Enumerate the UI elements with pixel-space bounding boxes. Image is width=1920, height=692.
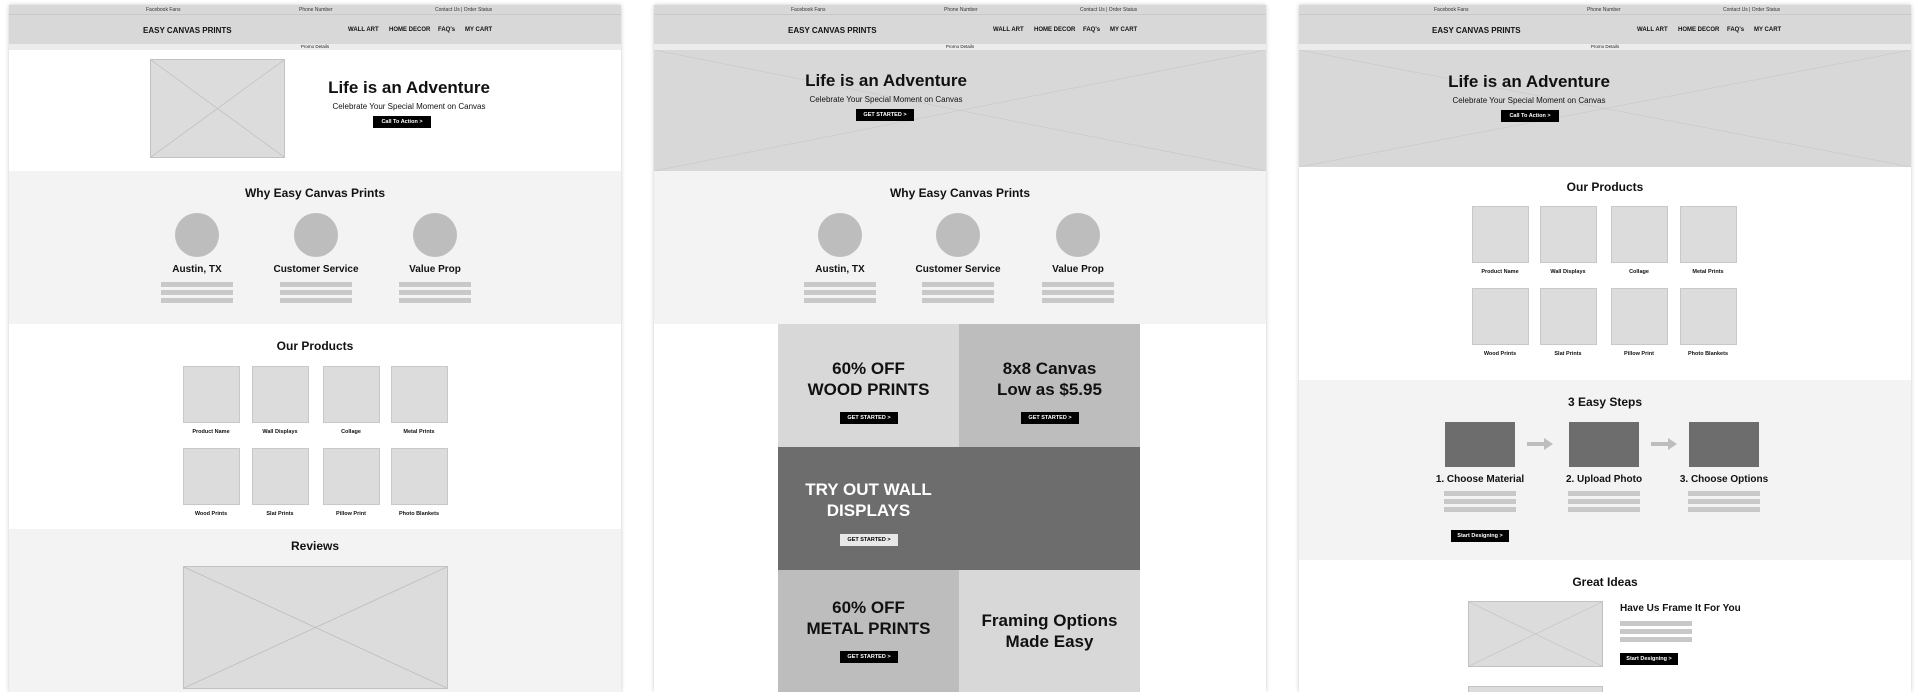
step-2-image xyxy=(1569,422,1639,467)
why-icon-3 xyxy=(413,213,457,257)
product-caption: Photo Blankets xyxy=(398,511,440,517)
why-col-2-title: Customer Service xyxy=(915,264,1001,275)
text-line xyxy=(161,298,233,303)
product-caption: Slat Prints xyxy=(1554,351,1582,357)
main-nav xyxy=(9,14,621,45)
text-line xyxy=(922,282,994,287)
text-line xyxy=(804,298,876,303)
text-line xyxy=(1620,621,1692,626)
ideas-title: Great Ideas xyxy=(1572,575,1638,589)
text-line xyxy=(1042,290,1114,295)
contact-link[interactable]: Contact Us | Order Status xyxy=(1080,7,1138,13)
nav-faqs[interactable]: FAQ's xyxy=(438,27,456,33)
text-line xyxy=(1568,499,1640,504)
hero-subtitle: Celebrate Your Special Moment on Canvas xyxy=(1452,96,1606,105)
why-col-3-title: Value Prop xyxy=(409,264,461,275)
wireframe-1 xyxy=(9,5,621,692)
promo-get-started-button[interactable]: GET STARTED > xyxy=(840,534,898,546)
nav-my-cart[interactable]: MY CART xyxy=(1110,27,1138,33)
product-thumb[interactable] xyxy=(252,366,309,423)
idea-image-placeholder-2 xyxy=(1468,686,1603,692)
hero-title: Life is an Adventure xyxy=(328,78,490,97)
product-thumb[interactable] xyxy=(1540,206,1597,263)
hero-title: Life is an Adventure xyxy=(1448,72,1610,91)
text-line xyxy=(280,290,352,295)
hero-section xyxy=(1299,50,1911,167)
wireframe-3 xyxy=(1299,5,1911,692)
phone-number: Phone Number xyxy=(299,7,333,13)
nav-my-cart[interactable]: MY CART xyxy=(1754,27,1782,33)
steps-title: 3 Easy Steps xyxy=(1567,395,1643,409)
product-thumb[interactable] xyxy=(183,448,240,505)
product-thumb[interactable] xyxy=(252,448,309,505)
contact-link[interactable]: Contact Us | Order Status xyxy=(1723,7,1781,13)
facebook-link[interactable]: Facebook Fans xyxy=(146,7,181,13)
product-caption: Pillow Print xyxy=(1624,351,1654,357)
facebook-link[interactable]: Facebook Fans xyxy=(1434,7,1469,13)
nav-faqs[interactable]: FAQ's xyxy=(1083,27,1101,33)
product-caption: Wall Displays xyxy=(1550,269,1586,275)
product-thumb[interactable] xyxy=(1611,288,1668,345)
nav-wall-art[interactable]: WALL ART xyxy=(1637,27,1668,33)
text-line xyxy=(1688,507,1760,512)
text-line xyxy=(1042,282,1114,287)
reviews-title: Reviews xyxy=(290,539,340,553)
promo-get-started-button[interactable]: GET STARTED > xyxy=(840,412,898,424)
hero-image-placeholder xyxy=(654,50,1266,171)
product-thumb[interactable] xyxy=(391,366,448,423)
promo-bar: Promo Details xyxy=(1299,44,1911,50)
product-caption: Photo Blankets xyxy=(1687,351,1729,357)
product-caption: Wood Prints xyxy=(194,511,228,517)
why-col-3-title: Value Prop xyxy=(1052,264,1104,275)
promo-tile-title: 60% OFF WOOD PRINTS xyxy=(807,359,930,400)
promo-tile-wood-prints[interactable] xyxy=(778,324,959,447)
promo-tile-title: 8x8 Canvas Low as $5.95 xyxy=(997,359,1102,400)
text-line xyxy=(399,290,471,295)
promo-tile-title: 60% OFF METAL PRINTS xyxy=(806,598,931,639)
utility-bar xyxy=(654,5,1266,14)
product-thumb[interactable] xyxy=(1680,206,1737,263)
products-title: Our Products xyxy=(1566,180,1644,194)
product-caption: Product Name xyxy=(1481,269,1519,275)
text-line xyxy=(399,282,471,287)
nav-home-decor[interactable]: HOME DECOR xyxy=(1034,27,1076,33)
promo-get-started-button[interactable]: GET STARTED > xyxy=(840,651,898,663)
text-line xyxy=(922,298,994,303)
promo-grid xyxy=(654,324,1266,692)
nav-wall-art[interactable]: WALL ART xyxy=(348,27,379,33)
product-caption: Metal Prints xyxy=(403,429,435,435)
text-line xyxy=(1444,499,1516,504)
why-icon-2 xyxy=(294,213,338,257)
why-col-2-title: Customer Service xyxy=(273,264,359,275)
products-section xyxy=(1299,167,1911,380)
site-logo[interactable]: EASY CANVAS PRINTS xyxy=(788,26,877,35)
promo-get-started-button[interactable]: GET STARTED > xyxy=(1021,412,1079,424)
site-logo[interactable]: EASY CANVAS PRINTS xyxy=(1432,26,1521,35)
text-line xyxy=(1620,637,1692,642)
why-icon-3 xyxy=(1056,213,1100,257)
hero-image-placeholder xyxy=(150,59,285,158)
idea-image-placeholder xyxy=(1468,601,1603,667)
arrow-right-icon xyxy=(1651,438,1677,450)
product-caption: Pillow Print xyxy=(336,511,366,517)
product-caption: Metal Prints xyxy=(1692,269,1724,275)
product-caption: Wood Prints xyxy=(1483,351,1517,357)
ideas-section xyxy=(1299,560,1911,692)
text-line xyxy=(922,290,994,295)
promo-tile-title: Framing Options Made Easy xyxy=(981,611,1118,652)
text-line xyxy=(1444,491,1516,496)
product-thumb[interactable] xyxy=(323,448,380,505)
promo-tile-canvas-8x8[interactable] xyxy=(959,324,1140,447)
idea-title: Have Us Frame It For You xyxy=(1620,603,1741,614)
start-designing-button[interactable]: Start Designing > xyxy=(1451,530,1509,542)
nav-home-decor[interactable]: HOME DECOR xyxy=(1678,27,1720,33)
idea-start-designing-button[interactable]: Start Designing > xyxy=(1620,653,1678,665)
facebook-link[interactable]: Facebook Fans xyxy=(791,7,826,13)
text-line xyxy=(1620,629,1692,634)
nav-my-cart[interactable]: MY CART xyxy=(465,27,493,33)
step-3-image xyxy=(1689,422,1759,467)
text-line xyxy=(1568,507,1640,512)
why-col-1-title: Austin, TX xyxy=(815,264,865,275)
text-line xyxy=(161,290,233,295)
product-caption: Product Name xyxy=(192,429,230,435)
wireframe-2 xyxy=(654,5,1266,692)
nav-home-decor[interactable]: HOME DECOR xyxy=(389,27,431,33)
main-nav xyxy=(1299,14,1911,45)
product-thumb[interactable] xyxy=(1611,206,1668,263)
contact-link[interactable]: Contact Us | Order Status xyxy=(435,7,493,13)
text-line xyxy=(804,282,876,287)
phone-number: Phone Number xyxy=(1587,7,1621,13)
products-title: Our Products xyxy=(276,339,354,353)
main-nav xyxy=(654,14,1266,45)
product-thumb[interactable] xyxy=(183,366,240,423)
promo-tile-title: TRY OUT WALL DISPLAYS xyxy=(805,480,932,521)
text-line xyxy=(804,290,876,295)
why-title: Why Easy Canvas Prints xyxy=(244,186,386,200)
reviews-section xyxy=(9,529,621,692)
hero-section xyxy=(9,50,621,171)
text-line xyxy=(1688,491,1760,496)
text-line xyxy=(1042,298,1114,303)
site-logo[interactable]: EASY CANVAS PRINTS xyxy=(143,26,232,35)
product-thumb[interactable] xyxy=(1540,288,1597,345)
why-section xyxy=(9,171,621,324)
nav-faqs[interactable]: FAQ's xyxy=(1727,27,1745,33)
hero-image-placeholder xyxy=(1299,50,1911,167)
arrow-right-icon xyxy=(1527,438,1553,450)
step-2-title: 2. Upload Photo xyxy=(1565,474,1643,485)
promo-tile-framing[interactable] xyxy=(959,570,1140,692)
hero-subtitle: Celebrate Your Special Moment on Canvas xyxy=(809,95,963,104)
text-line xyxy=(399,298,471,303)
promo-bar: Promo Details xyxy=(654,44,1266,50)
hero-cta-button[interactable]: Call To Action > xyxy=(373,116,431,128)
products-section xyxy=(9,324,621,529)
product-thumb[interactable] xyxy=(1472,206,1529,263)
product-caption: Slat Prints xyxy=(266,511,294,517)
promo-tile-wall-displays[interactable] xyxy=(778,447,1140,570)
why-icon-2 xyxy=(936,213,980,257)
step-1-title: 1. Choose Material xyxy=(1435,474,1525,485)
promo-bar: Promo Details xyxy=(9,44,621,50)
text-line xyxy=(280,282,352,287)
product-thumb[interactable] xyxy=(1472,288,1529,345)
product-caption: Collage xyxy=(341,429,361,435)
product-thumb[interactable] xyxy=(391,448,448,505)
why-col-1-title: Austin, TX xyxy=(172,264,222,275)
why-title: Why Easy Canvas Prints xyxy=(889,186,1031,200)
text-line xyxy=(1568,491,1640,496)
product-caption: Wall Displays xyxy=(262,429,298,435)
text-line xyxy=(1444,507,1516,512)
hero-section xyxy=(654,50,1266,171)
nav-wall-art[interactable]: WALL ART xyxy=(993,27,1024,33)
step-3-title: 3. Choose Options xyxy=(1679,474,1769,485)
text-line xyxy=(280,298,352,303)
why-icon-1 xyxy=(175,213,219,257)
hero-subtitle: Celebrate Your Special Moment on Canvas xyxy=(332,102,486,111)
why-section xyxy=(654,171,1266,324)
utility-bar xyxy=(1299,5,1911,14)
hero-cta-button[interactable]: Call To Action > xyxy=(1501,110,1559,122)
text-line xyxy=(161,282,233,287)
product-thumb[interactable] xyxy=(323,366,380,423)
product-thumb[interactable] xyxy=(1680,288,1737,345)
reviews-placeholder xyxy=(183,566,448,689)
why-icon-1 xyxy=(818,213,862,257)
phone-number: Phone Number xyxy=(944,7,978,13)
hero-cta-button[interactable]: GET STARTED > xyxy=(856,109,914,121)
text-line xyxy=(1688,499,1760,504)
product-caption: Collage xyxy=(1629,269,1649,275)
promo-tile-metal-prints[interactable] xyxy=(778,570,959,692)
step-1-image xyxy=(1445,422,1515,467)
utility-bar xyxy=(9,5,621,14)
steps-section xyxy=(1299,380,1911,560)
hero-title: Life is an Adventure xyxy=(805,71,967,90)
